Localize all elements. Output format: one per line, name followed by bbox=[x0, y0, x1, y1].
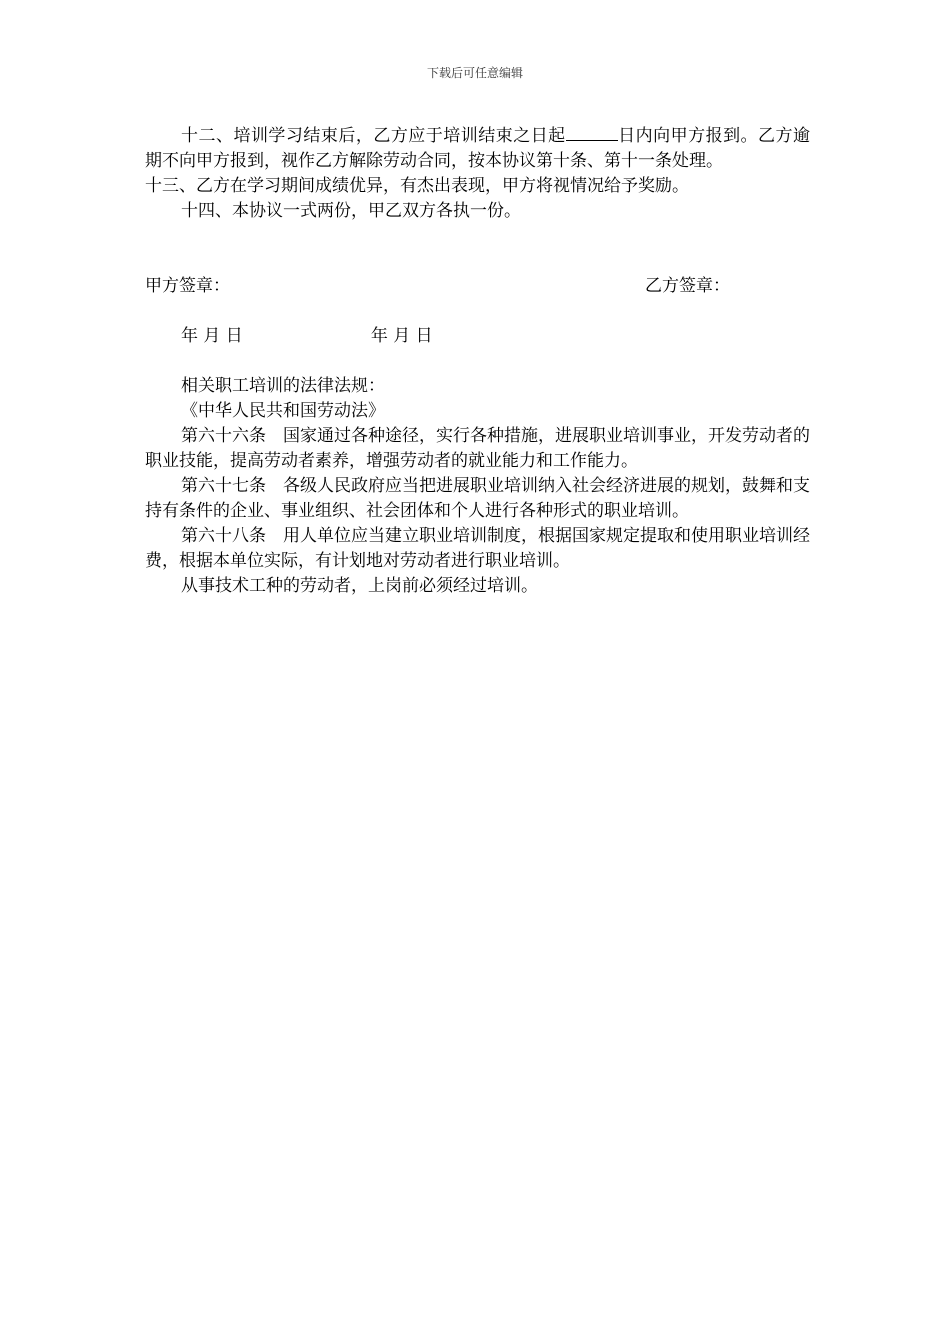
clause-12 bbox=[145, 124, 810, 174]
party-b-date: 年 月 日 bbox=[370, 326, 433, 346]
clause-14: 十四、本协议一式两份，甲乙双方各执一份。 bbox=[181, 201, 521, 221]
law-intro: 相关职工培训的法律法规： bbox=[181, 376, 385, 396]
clause-12-part-b: 日内向甲方报到。乙方逾期不向甲方报到，视作乙方解除劳动合同，按本协议第十条、第十一条处理。 bbox=[145, 126, 811, 171]
article-68: 第六十八条 用人单位应当建立职业培训制度，根据国家规定提取和使用职业培训经费，根据本单位实际，有计划地对劳动者进行职业培训。 bbox=[145, 526, 810, 571]
party-b-signature-label: 乙方签章： bbox=[645, 276, 730, 296]
article-68-continued: 从事技术工种的劳动者，上岗前必须经过培训。 bbox=[181, 576, 538, 596]
days-blank-field bbox=[566, 125, 618, 141]
page-header: 下载后可任意编辑 bbox=[426, 66, 523, 80]
document-body bbox=[145, 124, 810, 599]
date-row bbox=[145, 324, 810, 349]
clause-12-part-a: 十二、培训学习结束后，乙方应于培训结束之日起 bbox=[181, 126, 566, 146]
signature-row bbox=[145, 274, 810, 299]
party-a-date: 年 月 日 bbox=[181, 326, 243, 346]
article-66: 第六十六条 国家通过各种途径，实行各种措施，进展职业培训事业，开发劳动者的职业技能，提高劳动者素养，增强劳动者的就业能力和工作能力。 bbox=[145, 426, 810, 471]
party-a-signature-label: 甲方签章： bbox=[145, 276, 230, 296]
clause-13: 十三、乙方在学习期间成绩优异，有杰出表现，甲方将视情况给予奖励。 bbox=[145, 176, 689, 196]
article-67: 第六十七条 各级人民政府应当把进展职业培训纳入社会经济进展的规划，鼓舞和支持有条件的企业、事业组织、社会团体和个人进行各种形式的职业培训。 bbox=[145, 476, 810, 521]
law-title: 《中华人民共和国劳动法》 bbox=[181, 401, 385, 421]
